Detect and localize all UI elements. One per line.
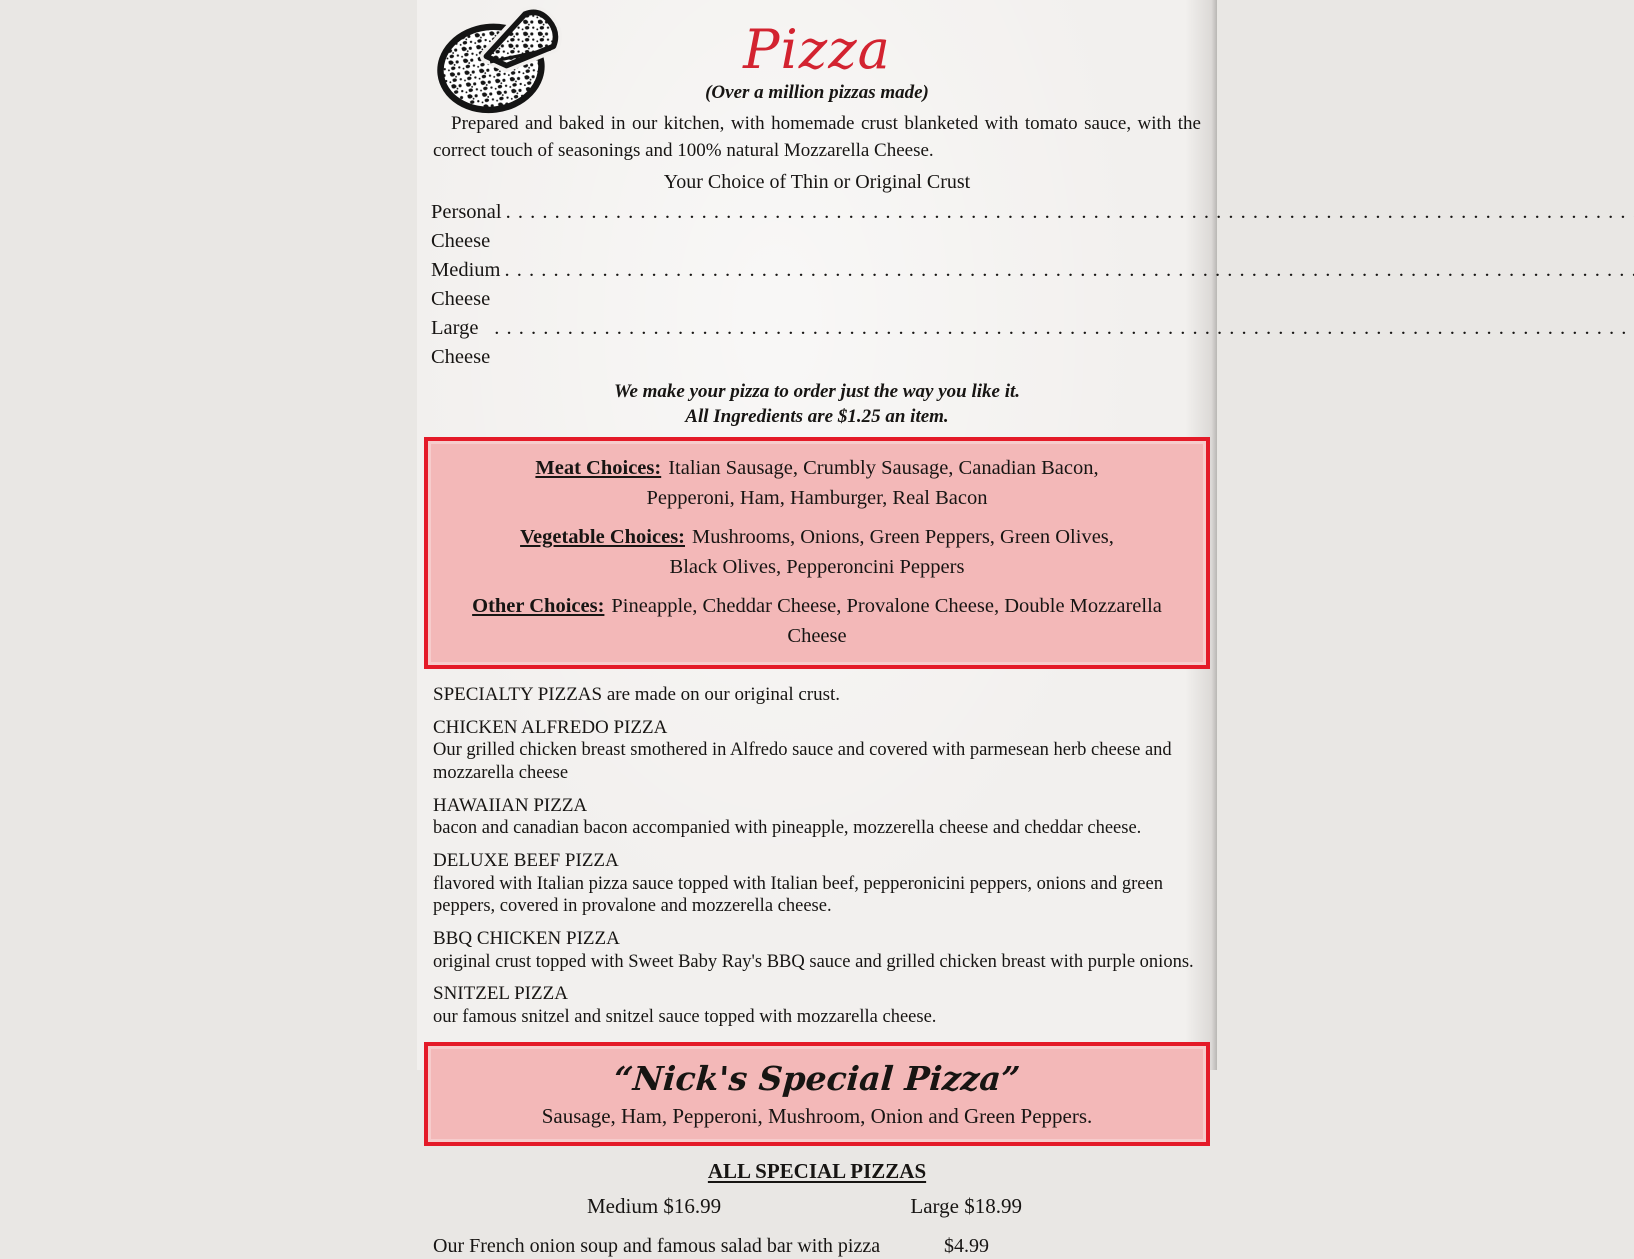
- all-special-pizzas-prices: [417, 1193, 1217, 1219]
- dot-leader: [494, 314, 1634, 343]
- specialty-description: Our grilled chicken breast smothered in Alfredo sauce and covered with parmesean herb cheese and mozzarella cheese: [433, 740, 1172, 784]
- nicks-special-title: “Nick's Special Pizza”: [612, 1058, 1022, 1098]
- specialty-item-bbq-chicken: [417, 918, 1217, 973]
- specialty-name: DELUXE BEEF PIZZA: [433, 850, 619, 872]
- cheese-price-list: [417, 194, 1217, 372]
- intro-line-2: correct touch of seasonings and 100% natural Mozzarella Cheese.: [433, 140, 934, 162]
- item-name: Medium Cheese: [431, 259, 501, 311]
- specialty-description: original crust topped with Sweet Baby Ray's BBQ sauce and grilled chicken breast with purple onions.: [433, 951, 1194, 972]
- vegetable-choices-items: Mushrooms, Onions, Green Peppers, Green Olives,: [692, 526, 1114, 549]
- vegetable-choices-group: [454, 522, 1180, 582]
- specialty-pizzas-header: SPECIALTY PIZZAS are made on our original crust.: [433, 684, 841, 706]
- crust-choice-line: Your Choice of Thin or Original Crust: [663, 171, 971, 194]
- nicks-special-toppings: Sausage, Ham, Pepperoni, Mushroom, Onion and Green Peppers.: [541, 1103, 1093, 1128]
- item-name: Large Cheese: [431, 317, 491, 369]
- specialty-item-chicken-alfredo: [417, 707, 1217, 785]
- nicks-special-pizza-box: [424, 1042, 1210, 1147]
- vegetable-choices-line-2: Black Olives, Pepperoncini Peppers: [669, 556, 965, 579]
- price-row-personal-cheese: [431, 198, 1203, 256]
- page-subtitle: (Over a million pizzas made): [705, 81, 929, 103]
- made-to-order-note: We make your pizza to order just the way you like it.: [613, 381, 1021, 403]
- ingredient-price-note: All Ingredients are $1.25 an item.: [685, 406, 949, 428]
- other-choices-line: [454, 591, 1180, 651]
- page-title: Pizza: [743, 18, 891, 81]
- special-medium-price: Medium $16.99: [587, 1194, 722, 1219]
- specialty-name: SNITZEL PIZZA: [433, 983, 568, 1005]
- other-choices-items: Pineapple, Cheddar Cheese, Provalone Cheese, Double Mozzarella Cheese: [611, 595, 1162, 648]
- specialty-description: our famous snitzel and snitzel sauce topped with mozzarella cheese.: [433, 1006, 937, 1027]
- specialty-item-deluxe-beef: [417, 840, 1217, 918]
- dot-leader: [506, 198, 1634, 227]
- specialty-item-hawaiian: [417, 785, 1217, 840]
- meat-choices-line-1: [454, 453, 1180, 483]
- item-name: Personal Cheese: [431, 201, 502, 253]
- all-special-pizzas-header: ALL SPECIAL PIZZAS: [707, 1159, 927, 1184]
- specialty-item-snitzel: [417, 973, 1217, 1028]
- price-row-large-cheese: [431, 314, 1203, 372]
- meat-choices-label: Meat Choices:: [535, 457, 662, 480]
- toppings-choices-box: [424, 437, 1210, 669]
- specialty-description: flavored with Italian pizza sauce topped with Italian beef, pepperonicini peppers, onions and green peppers, covered in provalone and mozzerella cheese.: [433, 873, 1163, 917]
- vegetable-choices-line-1: [454, 522, 1180, 552]
- soup-salad-bar-price: $4.99: [944, 1234, 989, 1257]
- specialty-name: CHICKEN ALFREDO PIZZA: [433, 717, 668, 739]
- pizza-menu-page: [417, 0, 1217, 1257]
- vegetable-choices-label: Vegetable Choices:: [520, 526, 685, 549]
- dot-leader: [504, 256, 1634, 285]
- meat-choices-items: Italian Sausage, Crumbly Sausage, Canadian Bacon,: [668, 457, 1099, 480]
- meat-choices-group: [454, 453, 1180, 513]
- intro-line-1: Prepared and baked in our kitchen, with homemade crust blanketed with tomato sauce, with the: [451, 113, 1201, 135]
- specialty-name: BBQ CHICKEN PIZZA: [433, 928, 620, 950]
- special-large-price: Large $18.99: [910, 1194, 1022, 1219]
- soup-salad-bar-label: Our French onion soup and famous salad bar with pizza: [433, 1234, 881, 1257]
- price-row-medium-cheese: [431, 256, 1203, 314]
- specialty-description: bacon and canadian bacon accompanied with pineapple, mozzerella cheese and cheddar cheese.: [433, 818, 1142, 839]
- specialty-name: HAWAIIAN PIZZA: [433, 795, 588, 817]
- other-choices-label: Other Choices:: [472, 595, 605, 618]
- soup-salad-bar-row: [417, 1234, 1217, 1259]
- pizza-logo-icon: [433, 6, 571, 116]
- meat-choices-line-2: Pepperoni, Ham, Hamburger, Real Bacon: [646, 487, 988, 510]
